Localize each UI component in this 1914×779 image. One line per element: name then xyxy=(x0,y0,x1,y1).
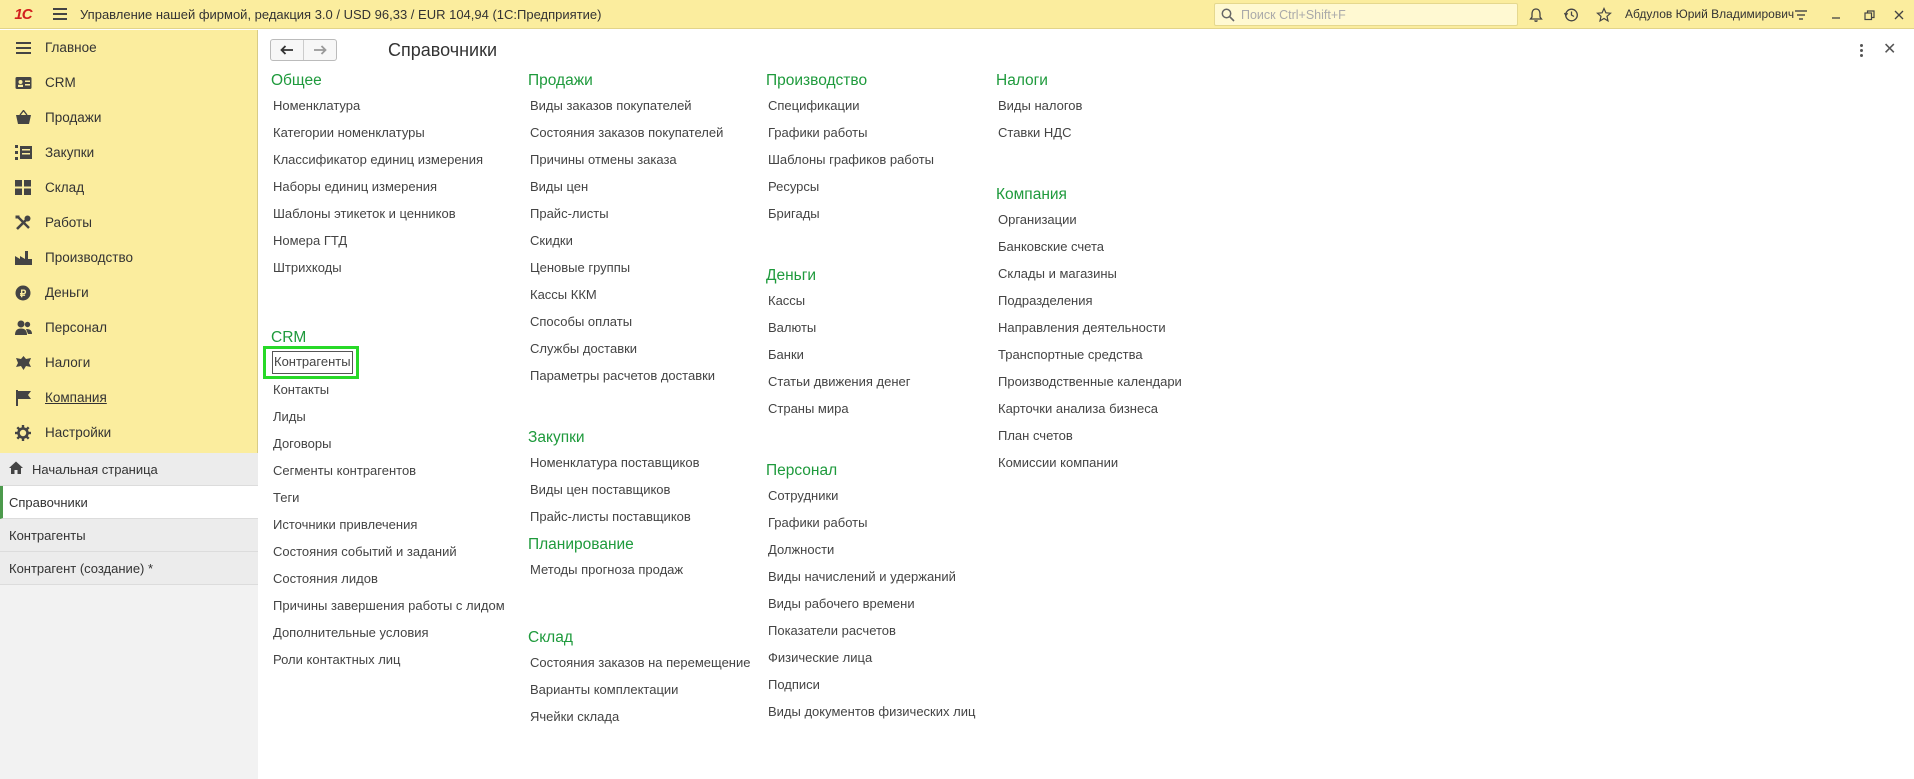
link-kompaniya-3[interactable]: Подразделения xyxy=(998,293,1093,308)
people-icon xyxy=(14,319,32,337)
section-links-proizvodstvo xyxy=(766,92,975,227)
sidebar xyxy=(0,30,258,779)
link-personal-8[interactable]: Виды документов физических лиц xyxy=(768,704,976,719)
history-nav xyxy=(270,39,337,61)
link-dengi-2[interactable]: Банки xyxy=(768,347,804,362)
link-crm-5[interactable]: Теги xyxy=(273,490,300,505)
link-prodazhi-4[interactable]: Прайс-листы xyxy=(530,206,609,221)
link-obshchee-3[interactable]: Наборы единиц измерения xyxy=(273,179,438,194)
open-page-kontragenty[interactable]: Контрагенты xyxy=(0,519,258,552)
list-icon xyxy=(14,39,32,57)
search-icon xyxy=(1221,8,1235,22)
bell-icon[interactable] xyxy=(1525,4,1547,26)
link-crm-3[interactable]: Договоры xyxy=(273,436,332,451)
column-1 xyxy=(271,70,505,673)
purchases-icon xyxy=(14,144,32,162)
focused-link-wrapper xyxy=(271,349,505,376)
section-title-proizvodstvo: Производство xyxy=(766,72,868,89)
link-personal-2[interactable]: Должности xyxy=(768,542,835,557)
link-prodazhi-10[interactable]: Параметры расчетов доставки xyxy=(530,368,716,383)
crm-icon xyxy=(14,74,32,92)
link-proizvodstvo-1[interactable]: Графики работы xyxy=(768,125,868,140)
link-dengi-1[interactable]: Валюты xyxy=(768,320,817,335)
link-dengi-0[interactable]: Кассы xyxy=(768,293,806,308)
sidebar-item-nalogi[interactable]: Налоги xyxy=(0,345,257,380)
section-title-kompaniya: Компания xyxy=(996,186,1067,203)
page-title: Справочники xyxy=(388,40,498,60)
link-planirovanie-0[interactable]: Методы прогноза продаж xyxy=(530,562,684,577)
link-prodazhi-2[interactable]: Причины отмены заказа xyxy=(530,152,677,167)
section-title-dengi: Деньги xyxy=(766,267,817,284)
column-2 xyxy=(528,70,750,730)
sidebar-item-proizvodstvo[interactable]: Производство xyxy=(0,240,257,275)
link-prodazhi-7[interactable]: Кассы ККМ xyxy=(530,287,597,302)
sidebar-item-kompaniya[interactable]: Компания xyxy=(0,380,257,415)
open-page-home[interactable]: Начальная страница xyxy=(0,453,258,486)
app-title: Управление нашей фирмой, редакция 3.0 / USD 96,33 / EUR 104,94 (1С:Предприятие) xyxy=(80,6,602,22)
warehouse-icon xyxy=(14,179,32,197)
link-personal-0[interactable]: Сотрудники xyxy=(768,488,839,503)
section-title-planirovanie: Планирование xyxy=(528,536,634,553)
section-title-prodazhi: Продажи xyxy=(528,72,593,89)
link-crm-9[interactable]: Причины завершения работы с лидом xyxy=(273,598,505,613)
link-kompaniya-8[interactable]: План счетов xyxy=(998,428,1073,443)
home-icon xyxy=(9,461,23,477)
link-prodazhi-8[interactable]: Способы оплаты xyxy=(530,314,633,329)
link-crm-0[interactable]: Контрагенты xyxy=(272,351,353,374)
link-sklad-0[interactable]: Состояния заказов на перемещение xyxy=(530,655,751,670)
open-page-spravochniki[interactable]: Справочники xyxy=(0,486,258,519)
link-kompaniya-5[interactable]: Транспортные средства xyxy=(998,347,1143,362)
sidebar-item-nastroyki[interactable]: Настройки xyxy=(0,415,257,450)
history-icon[interactable] xyxy=(1560,4,1582,26)
minimize-icon[interactable] xyxy=(1824,4,1848,26)
section-links-prodazhi xyxy=(528,92,750,389)
link-personal-1[interactable]: Графики работы xyxy=(768,515,868,530)
close-page-icon[interactable]: ✕ xyxy=(1883,41,1897,58)
flag-icon xyxy=(14,389,32,407)
link-crm-6[interactable]: Источники привлечения xyxy=(273,517,418,532)
sidebar-item-glavnoe[interactable]: Главное xyxy=(0,30,257,65)
link-prodazhi-1[interactable]: Состояния заказов покупателей xyxy=(530,125,724,140)
svg-text:₽: ₽ xyxy=(19,288,27,300)
close-window-icon[interactable] xyxy=(1887,4,1911,26)
link-zakupki-1[interactable]: Виды цен поставщиков xyxy=(530,482,671,497)
link-proizvodstvo-0[interactable]: Спецификации xyxy=(768,98,860,113)
sidebar-item-prodazhi[interactable]: Продажи xyxy=(0,100,257,135)
section-title-personal: Персонал xyxy=(766,462,838,479)
link-proizvodstvo-4[interactable]: Бригады xyxy=(768,206,820,221)
section-links-planirovanie xyxy=(528,556,750,583)
link-nalogi-1[interactable]: Ставки НДС xyxy=(998,125,1072,140)
link-prodazhi-5[interactable]: Скидки xyxy=(530,233,573,248)
link-kompaniya-0[interactable]: Организации xyxy=(998,212,1077,227)
link-sklad-2[interactable]: Ячейки склада xyxy=(530,709,620,724)
link-dengi-3[interactable]: Статьи движения денег xyxy=(768,374,911,389)
link-crm-8[interactable]: Состояния лидов xyxy=(273,571,378,586)
link-kompaniya-9[interactable]: Комиссии компании xyxy=(998,455,1119,470)
section-title-obshchee: Общее xyxy=(271,72,322,89)
sidebar-item-personal[interactable]: Персонал xyxy=(0,310,257,345)
link-crm-11[interactable]: Роли контактных лиц xyxy=(273,652,401,667)
section-links-kompaniya xyxy=(996,206,1182,476)
sidebar-item-dengi[interactable]: ₽ Деньги xyxy=(0,275,257,310)
forward-button[interactable] xyxy=(304,40,336,60)
arrow-right-icon xyxy=(313,45,327,55)
sidebar-item-sklad[interactable]: Склад xyxy=(0,170,257,205)
link-personal-3[interactable]: Виды начислений и удержаний xyxy=(768,569,956,584)
title-bar xyxy=(0,0,1914,29)
section-links-dengi xyxy=(766,287,975,422)
link-kompaniya-1[interactable]: Банковские счета xyxy=(998,239,1105,254)
link-kompaniya-6[interactable]: Производственные календари xyxy=(998,374,1182,389)
link-nalogi-0[interactable]: Виды налогов xyxy=(998,98,1083,113)
link-prodazhi-3[interactable]: Виды цен xyxy=(530,179,589,194)
section-links-zakupki xyxy=(528,449,750,530)
column-3 xyxy=(766,70,975,725)
link-personal-6[interactable]: Физические лица xyxy=(768,650,873,665)
section-links-personal xyxy=(766,482,975,725)
link-personal-4[interactable]: Виды рабочего времени xyxy=(768,596,915,611)
link-obshchee-6[interactable]: Штрихкоды xyxy=(273,260,342,275)
link-kompaniya-7[interactable]: Карточки анализа бизнеса xyxy=(998,401,1158,416)
link-prodazhi-9[interactable]: Службы доставки xyxy=(530,341,638,356)
sidebar-item-crm[interactable]: CRM xyxy=(0,65,257,100)
link-zakupki-0[interactable]: Номенклатура поставщиков xyxy=(530,455,700,470)
restore-icon[interactable] xyxy=(1857,4,1881,26)
link-sklad-1[interactable]: Варианты комплектации xyxy=(530,682,679,697)
link-dengi-4[interactable]: Страны мира xyxy=(768,401,849,416)
settings-lines-icon[interactable] xyxy=(1790,4,1812,26)
money-icon xyxy=(14,284,32,302)
section-title-zakupki: Закупки xyxy=(528,429,585,446)
link-proizvodstvo-3[interactable]: Ресурсы xyxy=(768,179,820,194)
section-links-sklad xyxy=(528,649,750,730)
section-links-obshchee xyxy=(271,92,505,281)
main-menu-icon[interactable] xyxy=(46,0,74,29)
link-personal-7[interactable]: Подписи xyxy=(768,677,820,692)
section-title-sklad: Склад xyxy=(528,629,573,646)
basket-icon xyxy=(14,109,32,127)
factory-icon xyxy=(14,249,32,267)
section-title-nalogi: Налоги xyxy=(996,72,1048,89)
sidebar-item-raboty[interactable]: Работы xyxy=(0,205,257,240)
arrow-left-icon xyxy=(280,45,294,55)
open-page-kontragent-create[interactable]: Контрагент (создание) * xyxy=(0,552,258,585)
column-4 xyxy=(996,70,1182,476)
link-prodazhi-6[interactable]: Ценовые группы xyxy=(530,260,631,275)
link-proizvodstvo-2[interactable]: Шаблоны графиков работы xyxy=(768,152,934,167)
back-button[interactable] xyxy=(271,40,304,60)
link-personal-5[interactable]: Показатели расчетов xyxy=(768,623,896,638)
section-links-nalogi xyxy=(996,92,1182,146)
section-title-crm: CRM xyxy=(271,329,307,346)
open-pages-panel xyxy=(0,453,258,779)
section-links-crm xyxy=(271,349,505,673)
link-obshchee-2[interactable]: Классификатор единиц измерения xyxy=(273,152,484,167)
search-placeholder: Поиск Ctrl+Shift+F xyxy=(1241,7,1346,22)
1c-logo: 1С xyxy=(14,5,32,23)
emblem-icon xyxy=(14,354,32,372)
tools-icon xyxy=(14,214,32,232)
link-obshchee-0[interactable]: Номенклатура xyxy=(273,98,361,113)
link-crm-10[interactable]: Дополнительные условия xyxy=(273,625,429,640)
gear-icon xyxy=(14,424,32,442)
link-prodazhi-0[interactable]: Виды заказов покупателей xyxy=(530,98,692,113)
more-actions-icon[interactable] xyxy=(1854,40,1868,60)
link-obshchee-5[interactable]: Номера ГТД xyxy=(273,233,348,248)
link-obshchee-4[interactable]: Шаблоны этикеток и ценников xyxy=(273,206,456,221)
main-content xyxy=(259,30,1914,779)
star-icon[interactable] xyxy=(1593,4,1615,26)
user-name[interactable]: Абдулов Юрий Владимирович xyxy=(1625,7,1795,21)
link-obshchee-1[interactable]: Категории номенклатуры xyxy=(273,125,425,140)
link-crm-4[interactable]: Сегменты контрагентов xyxy=(273,463,417,478)
link-kompaniya-4[interactable]: Направления деятельности xyxy=(998,320,1166,335)
link-crm-1[interactable]: Контакты xyxy=(273,382,330,397)
search-input[interactable] xyxy=(1214,3,1518,26)
link-kompaniya-2[interactable]: Склады и магазины xyxy=(998,266,1117,281)
link-crm-2[interactable]: Лиды xyxy=(273,409,306,424)
link-crm-7[interactable]: Состояния событий и заданий xyxy=(273,544,457,559)
link-zakupki-2[interactable]: Прайс-листы поставщиков xyxy=(530,509,691,524)
sidebar-item-zakupki[interactable]: Закупки xyxy=(0,135,257,170)
